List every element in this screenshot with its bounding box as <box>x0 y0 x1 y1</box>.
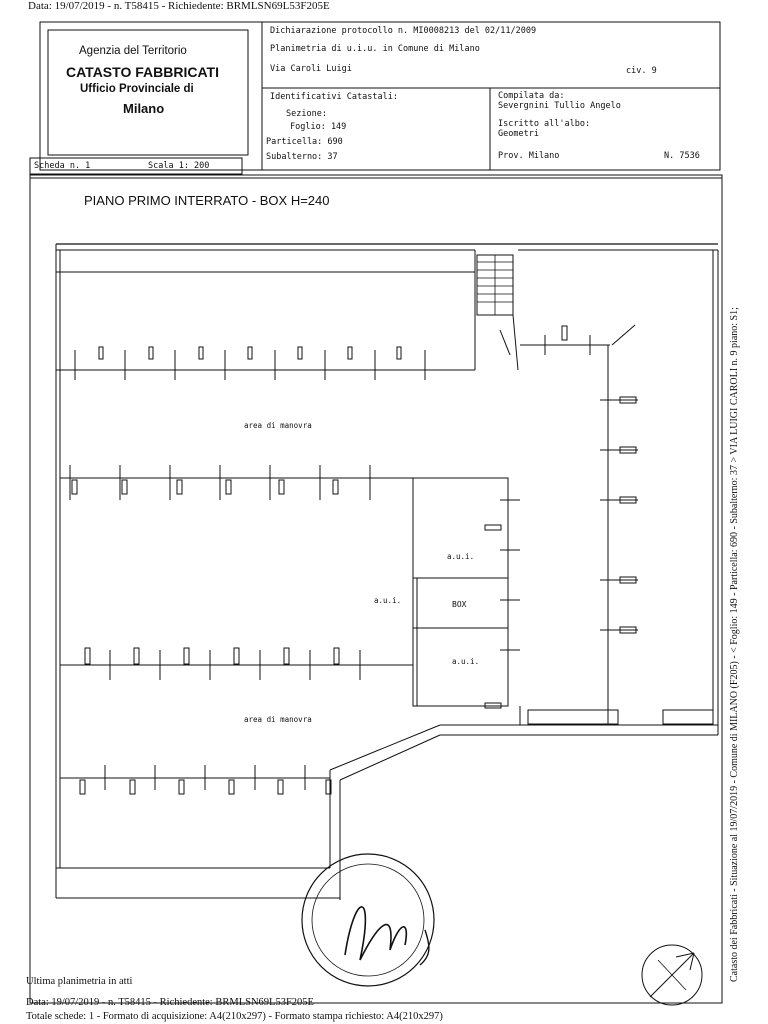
compiled-by-name: Severgnini Tullio Angelo <box>498 101 621 111</box>
subalterno-field: Subalterno: 37 <box>266 152 338 162</box>
box-label: BOX <box>452 600 467 609</box>
footer-format-line: Totale schede: 1 - Formato di acquisizione: A4(210x297) - Formato stampa richiesto: A4(210x297) <box>26 1011 443 1022</box>
plan-frame <box>30 175 722 1003</box>
top-request-line: Data: 19/07/2019 - n. T58415 - Richiedente: BRMLSN69L53F205E <box>28 0 330 12</box>
aui-label-2: a.u.i. <box>374 596 402 605</box>
vertical-cadastre-note: Catasto dei Fabbricati - Situazione al 19/07/2019 - Comune di MILANO (F205) - < Foglio: 149 - Particella: 690 - Subalterno: 37 > VIA LUIGI CAROLI n. 9 piano: S1; <box>729 307 740 982</box>
registration-number: N. 7536 <box>664 151 700 161</box>
registered-label: Iscritto all'albo: <box>498 119 591 129</box>
stamp-circle <box>302 854 434 986</box>
sezione-field: Sezione: <box>286 109 327 119</box>
scale-label: Scala 1: 200 <box>148 161 210 171</box>
declaration-protocol: Dichiarazione protocollo n. MI0008213 del 02/11/2009 <box>270 26 537 36</box>
agency-name-line-1: Agenzia del Territorio <box>79 45 187 57</box>
maneuver-area-label-1: area di manovra <box>244 421 312 430</box>
aui-label-3: a.u.i. <box>452 657 480 666</box>
agency-name-line-4: Milano <box>123 101 165 116</box>
scheda-number: Scheda n. 1 <box>34 161 91 171</box>
last-plan-note: Ultima planimetria in atti <box>26 976 133 987</box>
planimetry-line: Planimetria di u.i.u. in Comune di Milano <box>270 44 480 54</box>
registered-value: Geometri <box>498 129 539 139</box>
identifiers-title: Identificativi Catastali: <box>270 92 398 102</box>
province-field: Prov. Milano <box>498 151 560 161</box>
aui-label-1: a.u.i. <box>447 552 475 561</box>
agency-name-line-2: CATASTO FABBRICATI <box>66 64 219 80</box>
maneuver-area-label-2: area di manovra <box>244 715 312 724</box>
signature-scribble <box>345 907 406 960</box>
foglio-field: Foglio: 149 <box>290 122 347 132</box>
civic-number: civ. 9 <box>626 66 657 76</box>
compiled-by-label: Compilata da: <box>498 91 565 101</box>
address-line: Via Caroli Luigi <box>270 64 352 74</box>
agency-name-line-3: Ufficio Provinciale di <box>80 83 194 95</box>
particella-field: Particella: 690 <box>266 137 343 147</box>
footer-request-line: Data: 19/07/2019 - n. T58415 - Richiedente: BRMLSN69L53F205E <box>26 997 314 1008</box>
plan-title: PIANO PRIMO INTERRATO - BOX H=240 <box>84 193 330 208</box>
